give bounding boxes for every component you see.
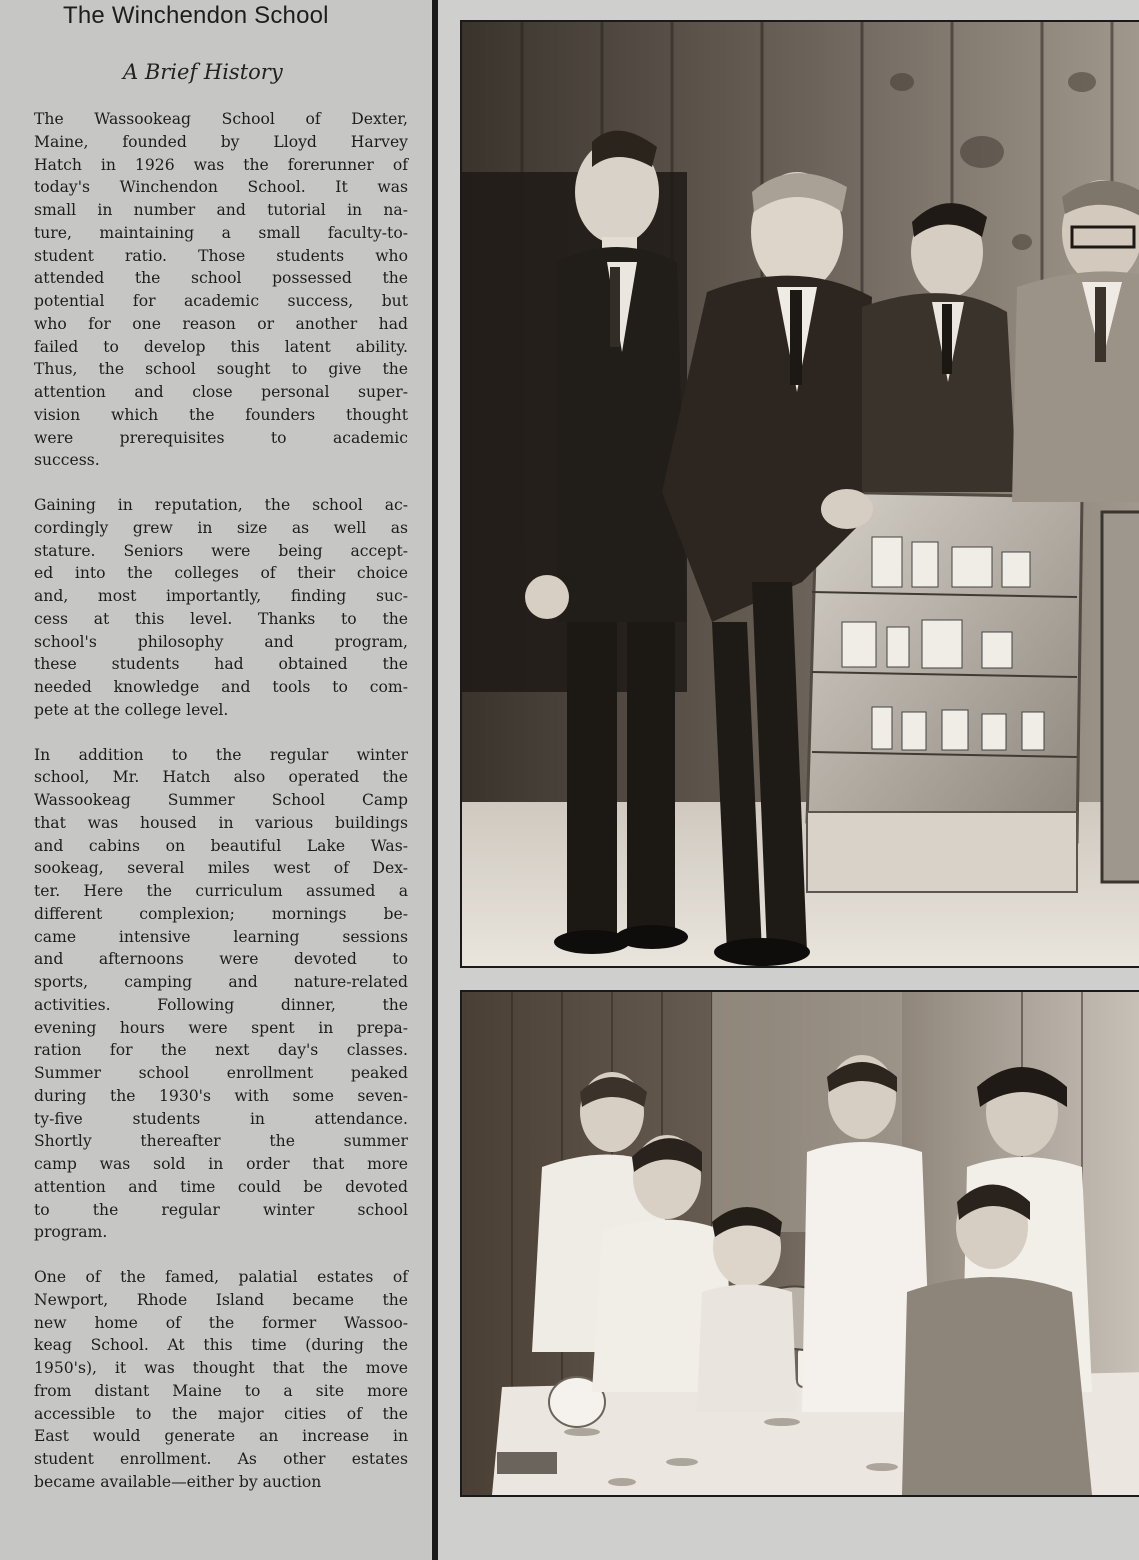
text-line: accessible to the major cities of the — [34, 1404, 408, 1423]
photo-men-at-store-counter — [460, 20, 1139, 968]
text-line: camp was sold in order that more — [34, 1155, 408, 1173]
text-line: Gaining in reputation, the school ac- — [34, 496, 408, 514]
text-line: ture, maintaining a small faculty-to- — [34, 223, 408, 242]
text-line: program. — [34, 1223, 108, 1242]
text-line: during the 1930's with some seven- — [34, 1086, 408, 1105]
photo-men-at-store-counter-image — [462, 22, 1139, 966]
text-line: East would generate an increase in — [34, 1427, 408, 1446]
text-line: vision which the founders thought — [34, 405, 408, 424]
text-line: new home of the former Wassoo- — [34, 1313, 408, 1332]
text-line: today's Winchendon School. It was — [34, 178, 408, 197]
photo-women-at-tea-table-image — [462, 992, 1139, 1495]
text-line: ter. Here the curriculum assumed a — [34, 882, 408, 900]
text-line: school's philosophy and program, — [34, 632, 408, 651]
text-line: Shortly thereafter the summer — [34, 1132, 408, 1151]
text-line: attention and close personal super- — [34, 383, 408, 401]
text-line: Newport, Rhode Island became the — [34, 1290, 408, 1309]
text-line: and, most importantly, finding suc- — [34, 587, 408, 605]
text-line: Thus, the school sought to give the — [34, 360, 408, 379]
text-line: stature. Seniors were being accept- — [34, 541, 408, 560]
text-line: sports, camping and nature-related — [34, 973, 408, 991]
text-line: sookeag, several miles west of Dex- — [34, 859, 408, 878]
text-line: keag School. At this time (during the — [34, 1336, 408, 1355]
text-line: cess at this level. Thanks to the — [34, 609, 408, 628]
text-line: Summer school enrollment peaked — [34, 1064, 408, 1082]
text-line: that was housed in various buildings — [34, 813, 408, 832]
paragraph — [34, 494, 408, 722]
text-line: attention and time could be devoted — [34, 1177, 408, 1196]
text-line: ration for the next day's classes. — [34, 1041, 408, 1060]
text-line: In addition to the regular winter — [34, 745, 408, 764]
article-subtitle: A Brief History — [123, 60, 283, 84]
paragraph — [34, 744, 408, 1245]
text-line: from distant Maine to a site more — [34, 1381, 408, 1400]
text-line: school, Mr. Hatch also operated the — [34, 768, 408, 787]
text-line: and afternoons were devoted to — [34, 950, 408, 969]
text-line: were prerequisites to academic — [34, 428, 408, 447]
text-line: needed knowledge and tools to com- — [34, 678, 408, 696]
text-line: and cabins on beautiful Lake Was- — [34, 836, 408, 855]
article-body — [34, 108, 408, 1516]
text-line: evening hours were spent in prepa- — [34, 1018, 408, 1037]
text-line: Maine, founded by Lloyd Harvey — [34, 132, 408, 151]
paragraph — [34, 1266, 408, 1494]
text-line: these students had obtained the — [34, 655, 408, 674]
text-line: to the regular winter school — [34, 1200, 408, 1219]
text-line: became available—either by auction — [34, 1472, 322, 1491]
text-line: success. — [34, 451, 100, 470]
text-line: potential for academic success, but — [34, 292, 408, 310]
paragraph — [34, 108, 408, 472]
text-line: Wassookeag Summer School Camp — [34, 791, 408, 809]
text-line: different complexion; mornings be- — [34, 904, 408, 923]
text-line: ty-five students in attendance. — [34, 1109, 408, 1128]
text-line: student ratio. Those students who — [34, 246, 408, 265]
text-line: failed to develop this latent ability. — [34, 337, 408, 356]
text-line: cordingly grew in size as well as — [34, 518, 408, 537]
text-line: who for one reason or another had — [34, 314, 408, 333]
text-line: small in number and tutorial in na- — [34, 201, 408, 219]
text-line: 1950's), it was thought that the move — [34, 1359, 408, 1377]
text-line: One of the famed, palatial estates of — [34, 1268, 408, 1286]
text-line: The Wassookeag School of Dexter, — [34, 110, 408, 128]
text-line: attended the school possessed the — [34, 269, 408, 288]
text-line: activities. Following dinner, the — [34, 995, 408, 1014]
text-line: ed into the colleges of their choice — [34, 564, 408, 583]
text-line: Hatch in 1926 was the forerunner of — [34, 155, 408, 174]
text-line: came intensive learning sessions — [34, 927, 408, 946]
text-line: pete at the college level. — [34, 700, 229, 719]
photo-women-at-tea-table — [460, 990, 1139, 1497]
page-header: The Winchendon School — [63, 2, 329, 29]
text-line: student enrollment. As other estates — [34, 1450, 408, 1468]
